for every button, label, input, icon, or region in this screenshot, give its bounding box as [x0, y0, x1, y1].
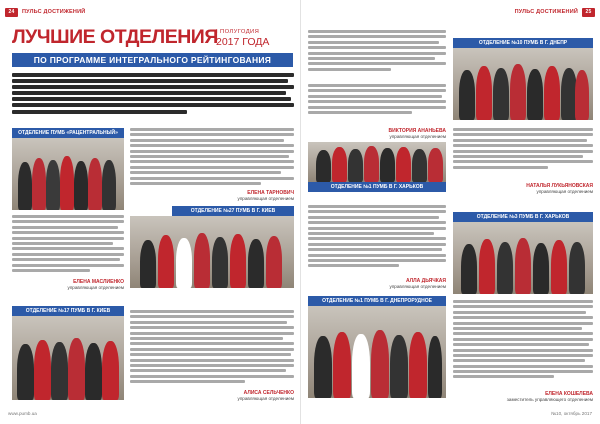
signature-role: управляющая отделением	[389, 134, 446, 139]
team-photo-branch-8	[453, 222, 593, 294]
footer-issue: №10, октябрь 2017	[551, 411, 592, 416]
right-page-number: 25	[582, 8, 595, 17]
signature-role: заместитель управляющего отделением	[506, 397, 593, 402]
team-photo-branch-1	[12, 138, 124, 210]
text-branch-1	[12, 215, 124, 275]
caption-branch-8: ОТДЕЛЕНИЕ №3 ПУМБ В Г. ХАРЬКОВ	[453, 212, 593, 222]
right-page-header	[515, 5, 595, 19]
text-branch-5b	[308, 84, 446, 126]
signature-name: НАТАЛЬЯ ЛУКЬЯНОВСКАЯ	[526, 183, 593, 189]
caption-branch-5: ОТДЕЛЕНИЕ №1 ПУМБ В Г. ХАРЬКОВ	[308, 182, 446, 192]
text-branch-7	[453, 128, 593, 180]
text-branch-2	[130, 128, 294, 188]
caption-branch-4: ОТДЕЛЕНИЕ №17 ПУМБ В Г. КИЕВ	[12, 306, 124, 316]
caption-branch-7: ОТДЕЛЕНИЕ №10 ПУМБ В Г. ДНЕПР	[453, 38, 593, 48]
article-banner: ПО ПРОГРАММЕ ИНТЕГРАЛЬНОГО РЕЙТИНГОВАНИЯ	[12, 53, 293, 67]
signature-branch-7	[453, 183, 593, 195]
signature-branch-4	[130, 390, 294, 402]
article-subtitle-year: 2017 ГОДА	[216, 36, 270, 48]
article-subtitle-period: I ПОЛУГОДИЯ	[216, 29, 260, 35]
article-title: ЛУЧШИЕ ОТДЕЛЕНИЯ	[12, 26, 218, 48]
signature-branch-5	[308, 128, 446, 140]
caption-branch-6: ОТДЕЛЕНИЕ №1 ПУМБ В Г. ДНЕПРОРУДНОЕ	[308, 296, 446, 306]
signature-branch-2	[130, 190, 294, 202]
signature-role: управляющая отделением	[67, 285, 124, 290]
text-branch-5	[308, 30, 446, 80]
intro-paragraph	[12, 73, 294, 119]
team-photo-branch-5	[308, 142, 446, 182]
signature-name: ЕЛЕНА ТАРНОВИЧ	[247, 190, 294, 196]
caption-branch-1: ОТДЕЛЕНИЕ ПУМБ «РАЦЕНТРАЛЬНЫЙ»	[12, 128, 124, 138]
team-photo-branch-3	[130, 216, 294, 288]
caption-branch-3: ОТДЕЛЕНИЕ №27 ПУМБ В Г. КИЕВ	[172, 206, 294, 216]
left-page-header	[5, 5, 85, 19]
footer-website: www.pumb.ua	[8, 411, 37, 416]
text-branch-6	[308, 205, 446, 277]
right-page	[300, 0, 600, 424]
signature-name: АЛЛА ДЬЯЧКАЯ	[405, 278, 446, 284]
signature-branch-6	[308, 278, 446, 290]
signature-role: управляющая отделением	[389, 284, 446, 289]
text-branch-8	[453, 300, 593, 390]
team-photo-branch-6	[308, 306, 446, 398]
signature-name: ВИКТОРИЯ АНАНЬЕВА	[388, 128, 446, 134]
left-section-title: ПУЛЬС ДОСТИЖЕНИЙ	[22, 9, 86, 15]
left-page-number: 24	[5, 8, 18, 17]
signature-name: ЕЛЕНА МАСЛИЕНКО	[73, 279, 124, 285]
signature-branch-8	[453, 391, 593, 403]
signature-role: управляющая отделением	[536, 189, 593, 194]
right-section-title: ПУЛЬС ДОСТИЖЕНИЙ	[514, 9, 578, 15]
team-photo-branch-4	[12, 316, 124, 400]
signature-name: ЕЛЕНА КОШЕЛЕВА	[545, 391, 593, 397]
signature-role: управляющая отделением	[237, 396, 294, 401]
signature-branch-1	[12, 279, 124, 291]
team-photo-branch-7	[453, 48, 593, 120]
text-branch-4	[130, 310, 294, 388]
signature-role: управляющая отделением	[237, 196, 294, 201]
signature-name: АЛИСА СЕЛЬЧЕНКО	[243, 390, 294, 396]
